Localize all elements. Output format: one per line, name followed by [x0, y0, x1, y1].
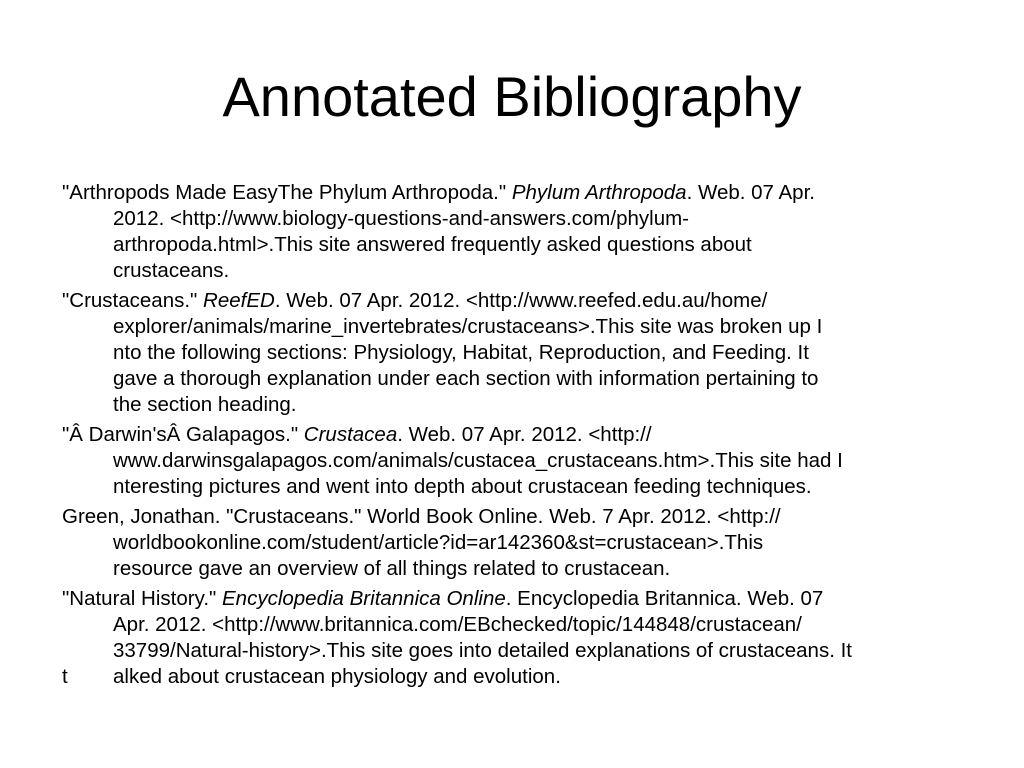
entry-line: nteresting pictures and went into depth about crustacean feeding techniques.: [113, 475, 812, 498]
citation-text: . Encyclopedia Britannica. Web. 07: [505, 587, 824, 610]
bibliography-list: [62, 180, 962, 694]
bibliography-entry: [62, 288, 962, 418]
entry-line: Apr. 2012. <http://www.britannica.com/EBchecked/topic/144848/crustacean/: [113, 613, 802, 636]
entry-line: [62, 180, 962, 206]
citation-text: . Web. 07 Apr.: [686, 181, 815, 204]
entry-line: explorer/animals/marine_invertebrates/crustaceans>.This site was broken up I: [113, 315, 823, 338]
entry-line: Green, Jonathan. "Crustaceans." World Book Online. Web. 7 Apr. 2012. <http://: [62, 505, 781, 528]
bibliography-entry: [62, 180, 962, 284]
entry-line: [62, 288, 962, 314]
entry-line: crustaceans.: [113, 259, 230, 282]
citation-text: "Natural History.": [62, 587, 222, 610]
citation-text: "Arthropods Made EasyThe Phylum Arthropoda.": [62, 181, 512, 204]
entry-line: [62, 422, 962, 448]
citation-source-title: Crustacea: [303, 423, 398, 446]
entry-line: [62, 586, 962, 612]
entry-line: resource gave an overview of all things related to crustacean.: [113, 557, 671, 580]
entry-line: 2012. <http://www.biology-questions-and-answers.com/phylum-: [113, 207, 689, 230]
entry-line: arthropoda.html>.This site answered frequently asked questions about: [113, 233, 752, 256]
entry-line: [62, 664, 962, 690]
citation-text: alked about crustacean physiology and evolution.: [113, 665, 561, 688]
bibliography-entry: [62, 504, 962, 582]
slide-title: Annotated Bibliography: [222, 65, 802, 128]
entry-line: gave a thorough explanation under each section with information pertaining to: [113, 367, 819, 390]
citation-source-title: Phylum Arthropoda: [511, 181, 687, 204]
bibliography-entry: [62, 586, 962, 690]
citation-text: . Web. 07 Apr. 2012. <http://www.reefed.edu.au/home/: [274, 289, 768, 312]
entry-line: 33799/Natural-history>.This site goes into detailed explanations of crustaceans. It: [113, 639, 852, 662]
entry-line: worldbookonline.com/student/article?id=ar142360&st=crustacean>.This: [113, 531, 764, 554]
entry-line: the section heading.: [113, 393, 297, 416]
citation-text: "Crustaceans.": [62, 289, 204, 312]
citation-source-title: Encyclopedia Britannica Online: [222, 587, 506, 610]
citation-text: . Web. 07 Apr. 2012. <http://: [397, 423, 652, 446]
wrapped-fragment: t: [62, 665, 68, 688]
citation-source-title: ReefED: [203, 289, 275, 312]
bibliography-entry: [62, 422, 962, 500]
entry-line: nto the following sections: Physiology, Habitat, Reproduction, and Feeding. It: [113, 341, 809, 364]
entry-line: www.darwinsgalapagos.com/animals/custacea_crustaceans.htm>.This site had I: [113, 449, 843, 472]
citation-text: "Â Darwin'sÂ Galapagos.": [62, 423, 304, 446]
